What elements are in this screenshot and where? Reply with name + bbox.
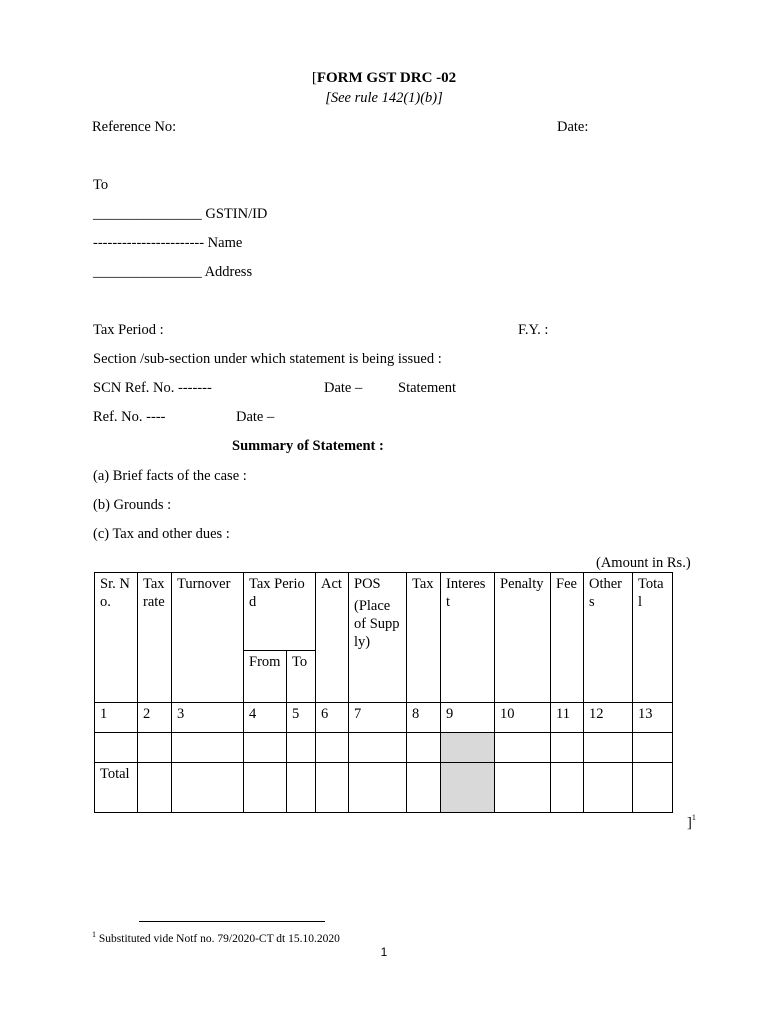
closing-bracket-char: ] [687, 815, 692, 831]
table-header-row [95, 573, 673, 651]
header-act: Act [316, 573, 349, 703]
name-line: ----------------------- Name [93, 235, 243, 251]
col-number: 1 [95, 703, 138, 733]
table-row [95, 733, 673, 763]
date-label: Date: [557, 119, 589, 135]
tax-period-label: Tax Period : [93, 322, 164, 338]
table-cell [407, 763, 441, 813]
ref-no-label: Ref. No. ---- [93, 409, 166, 425]
col-number: 3 [172, 703, 244, 733]
col-number: 2 [138, 703, 172, 733]
ref-date-label: Date – [236, 409, 275, 425]
address-line: _______________ Address [93, 264, 253, 280]
amount-note: (Amount in Rs.) [596, 555, 691, 571]
table-cell [138, 733, 172, 763]
table-cell [551, 733, 584, 763]
table-cell [633, 763, 673, 813]
scn-ref-label: SCN Ref. No. ------- [93, 380, 212, 396]
grounds-label: (b) Grounds : [93, 497, 172, 513]
footnote-text: Substituted vide Notf no. 79/2020-CT dt 15.10.2020 [96, 932, 340, 945]
table-cell [287, 763, 316, 813]
total-row-label: Total [95, 763, 138, 813]
table-cell-shaded [441, 763, 495, 813]
header-tax-period: Tax Period [244, 573, 316, 651]
col-number: 7 [349, 703, 407, 733]
gstin-line: _______________ GSTIN/ID [93, 206, 268, 222]
header-fee: Fee [551, 573, 584, 703]
table-cell [584, 733, 633, 763]
col-number: 11 [551, 703, 584, 733]
rule-reference: [See rule 142(1)(b)] [325, 90, 443, 106]
col-number: 13 [633, 703, 673, 733]
table-cell [316, 763, 349, 813]
table-cell [495, 763, 551, 813]
table-cell [633, 733, 673, 763]
col-number: 9 [441, 703, 495, 733]
col-number: 6 [316, 703, 349, 733]
statement-label: Statement [398, 380, 456, 396]
table-number-row [95, 703, 673, 733]
header-others: Others [584, 573, 633, 703]
header-total: Total [633, 573, 673, 703]
col-number: 8 [407, 703, 441, 733]
section-label: Section /sub-section under which statement is being issued : [93, 351, 442, 367]
table-cell [349, 763, 407, 813]
header-pos [349, 573, 407, 703]
table-cell [172, 763, 244, 813]
fy-label: F.Y. : [518, 322, 549, 338]
form-title-text: FORM GST DRC -02 [316, 70, 457, 86]
table-cell-shaded [441, 733, 495, 763]
page-number: 1 [380, 945, 388, 959]
table-cell [287, 733, 316, 763]
summary-heading: Summary of Statement : [232, 438, 384, 454]
header-tax-rate: Tax rate [138, 573, 172, 703]
footnote-separator [139, 921, 325, 922]
header-tax: Tax [407, 573, 441, 703]
header-interest: Interest [441, 573, 495, 703]
tax-dues-label: (c) Tax and other dues : [93, 526, 230, 542]
header-pos-label: POS [354, 576, 381, 592]
table-cell [244, 733, 287, 763]
header-turnover: Turnover [172, 573, 244, 703]
table-cell [584, 763, 633, 813]
footnote-marker: 1 [92, 930, 96, 939]
table-cell [172, 733, 244, 763]
title-bracket: [ [311, 70, 317, 86]
scn-date-label: Date – [324, 380, 363, 396]
header-to: To [287, 651, 316, 703]
col-number: 10 [495, 703, 551, 733]
table-cell [316, 733, 349, 763]
table-cell [95, 733, 138, 763]
closing-footnote-marker: 1 [691, 813, 696, 822]
table-cell [349, 733, 407, 763]
col-number: 5 [287, 703, 316, 733]
col-number: 12 [584, 703, 633, 733]
reference-no-label: Reference No: [92, 119, 177, 135]
header-sr-no: Sr. No. [95, 573, 138, 703]
to-label: To [93, 177, 109, 193]
closing-bracket [687, 815, 696, 832]
tax-dues-table [94, 572, 673, 813]
col-number: 4 [244, 703, 287, 733]
header-penalty: Penalty [495, 573, 551, 703]
table-total-row [95, 763, 673, 813]
brief-facts-label: (a) Brief facts of the case : [93, 468, 247, 484]
header-pos-sub: (Place of Supply) [354, 598, 400, 650]
header-from: From [244, 651, 287, 703]
form-title [0, 70, 768, 87]
table-cell [138, 763, 172, 813]
table-cell [244, 763, 287, 813]
table-cell [495, 733, 551, 763]
table-cell [407, 733, 441, 763]
table-cell [551, 763, 584, 813]
footnote [92, 930, 340, 945]
